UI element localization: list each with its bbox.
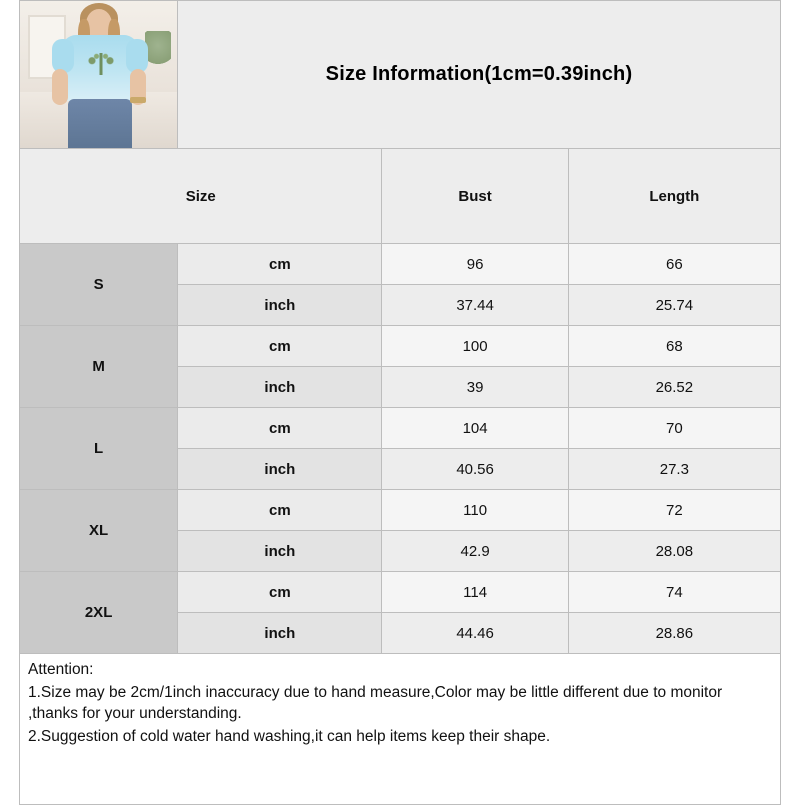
size-table [19, 148, 781, 654]
table-row [20, 408, 781, 449]
unit-cm: cm [178, 244, 382, 285]
photo-plant-icon [145, 31, 171, 73]
table-row [20, 244, 781, 285]
bust-cm: 110 [382, 490, 568, 531]
photo-model-sleeve-left [52, 39, 74, 73]
length-inch: 27.3 [568, 449, 780, 490]
length-cm: 66 [568, 244, 780, 285]
attention-box [19, 654, 781, 805]
unit-cm: cm [178, 572, 382, 613]
length-inch: 28.08 [568, 531, 780, 572]
table-row [20, 572, 781, 613]
length-cm: 74 [568, 572, 780, 613]
size-label-l: L [20, 408, 178, 490]
photo-model-arm-left [52, 69, 68, 105]
unit-inch: inch [178, 531, 382, 572]
bust-inch: 37.44 [382, 285, 568, 326]
page-title: Size Information(1cm=0.39inch) [325, 63, 633, 85]
size-label-2xl: 2XL [20, 572, 178, 654]
column-header-size: Size [20, 149, 382, 244]
header-title-cell [178, 1, 780, 148]
bust-cm: 96 [382, 244, 568, 285]
product-photo [20, 1, 178, 148]
unit-cm: cm [178, 326, 382, 367]
table-row [20, 490, 781, 531]
column-header-length: Length [568, 149, 780, 244]
unit-inch: inch [178, 613, 382, 654]
column-header-bust: Bust [382, 149, 568, 244]
length-inch: 26.52 [568, 367, 780, 408]
bust-cm: 100 [382, 326, 568, 367]
table-row [20, 326, 781, 367]
bust-cm: 104 [382, 408, 568, 449]
bust-inch: 42.9 [382, 531, 568, 572]
photo-model-watch [130, 97, 146, 103]
photo-model-jeans [68, 99, 132, 148]
unit-inch: inch [178, 367, 382, 408]
bust-cm: 114 [382, 572, 568, 613]
photo-shirt-graphic [86, 53, 116, 75]
length-inch: 25.74 [568, 285, 780, 326]
photo-model-sleeve-right [126, 39, 148, 73]
table-header-row [20, 149, 781, 244]
bust-inch: 44.46 [382, 613, 568, 654]
unit-inch: inch [178, 285, 382, 326]
length-inch: 28.86 [568, 613, 780, 654]
length-cm: 70 [568, 408, 780, 449]
attention-line-2: 2.Suggestion of cold water hand washing,it can help items keep their shape. [28, 727, 551, 745]
header-row [19, 0, 781, 148]
length-cm: 68 [568, 326, 780, 367]
unit-cm: cm [178, 490, 382, 531]
length-cm: 72 [568, 490, 780, 531]
unit-inch: inch [178, 449, 382, 490]
bust-inch: 40.56 [382, 449, 568, 490]
size-label-m: M [20, 326, 178, 408]
bust-inch: 39 [382, 367, 568, 408]
size-label-xl: XL [20, 490, 178, 572]
attention-line-1: 1.Size may be 2cm/1inch inaccuracy due to hand measure,Color may be little different due to monitor ,thanks for your understanding. [28, 683, 723, 722]
size-label-s: S [20, 244, 178, 326]
unit-cm: cm [178, 408, 382, 449]
attention-heading: Attention: [28, 661, 94, 678]
